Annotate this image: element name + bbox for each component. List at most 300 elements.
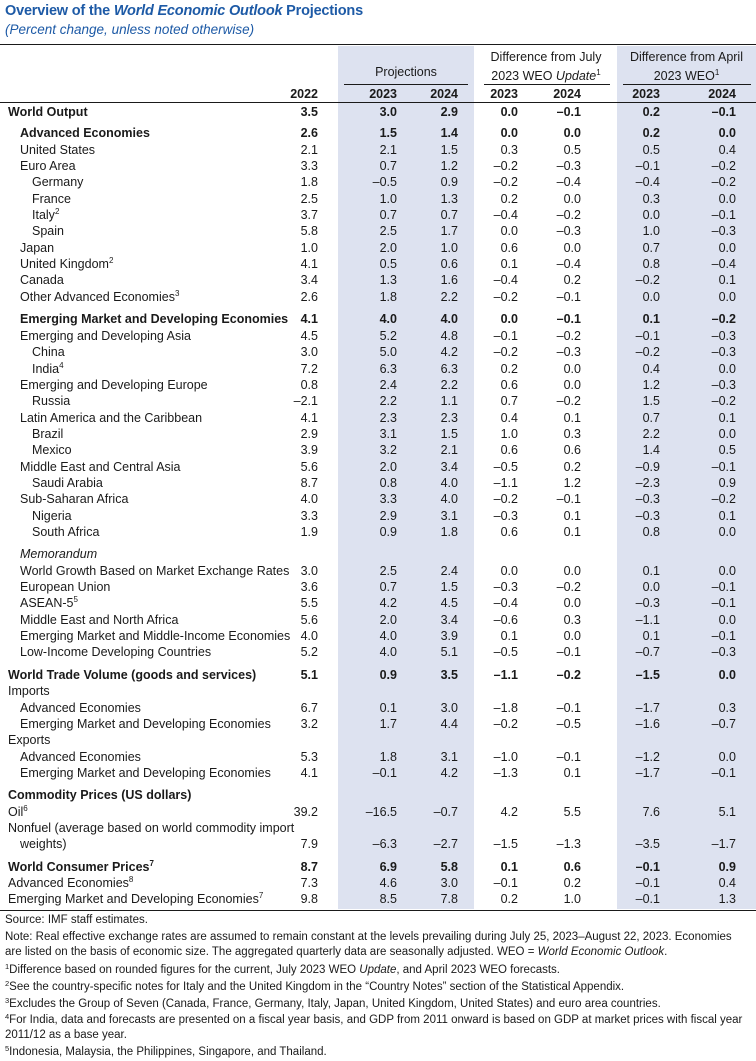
row-value: 0.1: [642, 564, 660, 578]
row-label: Latin America and the Caribbean: [20, 411, 203, 425]
row-value: 0.3: [718, 701, 736, 715]
row-value: –0.4: [635, 175, 660, 189]
row-value: 0.0: [500, 564, 518, 578]
row-value: 0.0: [718, 241, 736, 255]
row-label: Memorandum: [20, 547, 98, 561]
row-label: World Trade Volume (goods and services): [8, 668, 257, 682]
row-value: –0.1: [635, 329, 660, 343]
row-value: 1.0: [300, 241, 318, 255]
row-value: 2.3: [440, 411, 458, 425]
row-value: –0.4: [556, 257, 581, 271]
row-label: World Output: [8, 105, 88, 119]
table-row: [0, 563, 756, 579]
row-value: 4.2: [440, 345, 458, 359]
row-value: 0.0: [500, 312, 518, 326]
row-value: 3.0: [379, 105, 397, 119]
row-value: 4.0: [440, 492, 458, 506]
row-value: –0.2: [711, 492, 736, 506]
row-value: 4.1: [300, 257, 318, 271]
row-label: Advanced Economies: [20, 750, 141, 764]
table-row: [0, 191, 756, 207]
row-value: 2.0: [379, 460, 397, 474]
table-row: [0, 377, 756, 393]
row-value: 5.0: [379, 345, 397, 359]
row-value: –0.2: [556, 329, 581, 343]
row-value: 2.9: [440, 105, 458, 119]
row-value: –0.1: [711, 105, 736, 119]
row-value: 0.7: [642, 411, 660, 425]
row-value: 0.0: [718, 362, 736, 376]
row-value: 4.1: [300, 766, 318, 780]
header-bottom-rule: [0, 102, 756, 103]
row-value: –0.1: [711, 460, 736, 474]
row-value: 0.0: [718, 668, 736, 682]
table-row: [0, 393, 756, 409]
row-value: 0.0: [718, 290, 736, 304]
row-value: –0.1: [493, 876, 518, 890]
row-value: 4.4: [440, 717, 458, 731]
row-value: 0.7: [642, 241, 660, 255]
table-row: [0, 240, 756, 256]
row-value: –1.7: [711, 837, 736, 851]
row-value: –0.1: [635, 876, 660, 890]
footnote-3: $^3$Excludes the Group of Seven (Canada, France, Germany, Italy, Japan, United Kingdom, United States) and euro area countries.: [5, 996, 661, 1010]
row-value: 5.8: [440, 860, 458, 874]
row-value: 1.0: [563, 892, 581, 906]
row-value: –0.2: [493, 345, 518, 359]
row-value: –0.6: [493, 613, 518, 627]
row-value: –0.2: [635, 345, 660, 359]
row-label: Mexico: [32, 443, 72, 457]
row-value: 2.4: [379, 378, 397, 392]
row-value: 2.0: [379, 241, 397, 255]
row-value: 0.2: [563, 460, 581, 474]
row-value: 4.0: [300, 492, 318, 506]
row-value: –1.8: [493, 701, 518, 715]
row-value: 0.8: [300, 378, 318, 392]
row-value: 2.2: [379, 394, 397, 408]
row-value: 2.5: [300, 192, 318, 206]
row-value: –0.9: [635, 460, 660, 474]
table-row: [0, 125, 756, 141]
row-value: 1.1: [440, 394, 458, 408]
table-row: [0, 311, 756, 327]
row-value: 5.2: [300, 645, 318, 659]
row-label: Italy$^2$: [32, 207, 60, 222]
table-row: [0, 158, 756, 174]
row-value: 4.5: [440, 596, 458, 610]
row-label: Emerging Market and Developing Economies: [20, 766, 271, 780]
row-label: India$^4$: [32, 361, 64, 376]
row-value: –0.1: [372, 766, 397, 780]
row-value: 0.2: [500, 362, 518, 376]
row-value: –0.2: [493, 717, 518, 731]
row-value: 0.0: [718, 613, 736, 627]
row-value: 0.3: [563, 613, 581, 627]
row-value: 2.1: [300, 143, 318, 157]
row-value: 0.8: [379, 476, 397, 490]
row-value: –0.4: [493, 208, 518, 222]
row-label: Advanced Economies: [20, 701, 141, 715]
row-value: –0.5: [493, 645, 518, 659]
row-value: 0.5: [563, 143, 581, 157]
row-value: 0.0: [563, 192, 581, 206]
row-value: 0.2: [563, 876, 581, 890]
year-header: 2023: [632, 87, 660, 101]
row-value: 0.6: [500, 443, 518, 457]
row-value: 1.7: [440, 224, 458, 238]
header-underline-projections: [344, 84, 468, 85]
table-row: [0, 524, 756, 540]
row-value: 3.0: [440, 701, 458, 715]
row-value: –0.1: [556, 492, 581, 506]
row-value: –0.3: [493, 509, 518, 523]
table-row: [0, 223, 756, 239]
row-label: Japan: [20, 241, 55, 255]
row-value: 0.0: [718, 564, 736, 578]
row-value: 0.1: [718, 411, 736, 425]
header-underline-july: [484, 84, 610, 85]
row-value: 1.2: [563, 476, 581, 490]
row-value: 3.6: [300, 580, 318, 594]
row-value: 4.0: [379, 629, 397, 643]
row-value: 3.1: [440, 750, 458, 764]
row-value: 5.1: [300, 668, 318, 682]
row-value: –0.1: [635, 892, 660, 906]
row-value: 6.3: [440, 362, 458, 376]
row-value: 3.4: [440, 460, 458, 474]
row-value: 4.0: [379, 645, 397, 659]
row-value: 0.7: [379, 208, 397, 222]
row-value: 0.6: [563, 860, 581, 874]
row-value: –1.1: [493, 668, 518, 682]
year-header: 2024: [430, 87, 458, 101]
row-value: 7.3: [300, 876, 318, 890]
row-value: 3.0: [300, 345, 318, 359]
row-value: 0.0: [718, 750, 736, 764]
row-label: Nonfuel (average based on world commodity import: [8, 821, 295, 835]
row-value: 7.2: [300, 362, 318, 376]
row-value: –0.5: [556, 717, 581, 731]
row-value: 0.4: [642, 362, 660, 376]
row-value: –1.3: [493, 766, 518, 780]
footnote-5: $^5$Indonesia, Malaysia, the Philippines, Singapore, and Thailand.: [5, 1044, 327, 1058]
row-value: 1.5: [379, 126, 397, 140]
row-value: 0.7: [440, 208, 458, 222]
table-row: [0, 787, 756, 803]
row-value: 2.0: [379, 613, 397, 627]
row-value: 0.6: [440, 257, 458, 271]
table-row: [0, 361, 756, 377]
row-label: United Kingdom$^2$: [20, 256, 114, 271]
row-value: –1.5: [635, 668, 660, 682]
table-row: [0, 207, 756, 223]
row-value: 0.4: [718, 876, 736, 890]
row-value: 0.3: [563, 427, 581, 441]
row-value: –0.2: [556, 394, 581, 408]
row-value: 0.2: [500, 192, 518, 206]
table-row: [0, 749, 756, 765]
row-value: –1.7: [635, 766, 660, 780]
row-label: France: [32, 192, 71, 206]
row-label: Imports: [8, 684, 50, 698]
row-value: 0.5: [718, 443, 736, 457]
row-value: 0.9: [379, 668, 397, 682]
table-row: [0, 142, 756, 158]
row-value: –0.7: [433, 805, 458, 819]
table-row: [0, 426, 756, 442]
row-value: –0.1: [493, 329, 518, 343]
row-value: 0.0: [718, 126, 736, 140]
row-label: Emerging and Developing Asia: [20, 329, 191, 343]
row-value: 1.2: [642, 378, 660, 392]
row-value: –1.3: [556, 837, 581, 851]
row-value: 1.9: [300, 525, 318, 539]
row-value: –1.2: [635, 750, 660, 764]
table-row: [0, 491, 756, 507]
table-row: [0, 612, 756, 628]
row-value: –0.3: [493, 580, 518, 594]
row-label: Sub-Saharan Africa: [20, 492, 129, 506]
row-value: –0.5: [372, 175, 397, 189]
row-value: 0.9: [718, 860, 736, 874]
row-value: 3.2: [300, 717, 318, 731]
header-diff-july: Difference from July 2023 WEO Update$^1$: [490, 50, 602, 84]
table-row: [0, 546, 756, 562]
year-header-row: [0, 86, 756, 102]
row-value: –0.1: [556, 290, 581, 304]
row-label: South Africa: [32, 525, 100, 539]
row-value: 8.5: [379, 892, 397, 906]
row-value: 0.6: [500, 241, 518, 255]
table-title: Overview of the World Economic Outlook Projections: [5, 3, 363, 19]
table-row: [0, 891, 756, 907]
row-value: –0.3: [711, 378, 736, 392]
row-value: 7.8: [440, 892, 458, 906]
row-value: 0.3: [500, 143, 518, 157]
table-row: [0, 804, 756, 820]
row-label: Emerging Market and Middle-Income Economies: [20, 629, 291, 643]
row-value: 5.6: [300, 613, 318, 627]
row-value: –0.2: [493, 175, 518, 189]
row-value: –0.1: [556, 645, 581, 659]
row-value: –0.1: [711, 629, 736, 643]
row-value: 0.6: [500, 525, 518, 539]
row-value: 4.1: [300, 312, 318, 326]
row-value: 1.8: [300, 175, 318, 189]
row-value: 0.0: [563, 629, 581, 643]
table-row: [0, 289, 756, 305]
row-value: 0.0: [500, 224, 518, 238]
row-value: 3.3: [379, 492, 397, 506]
row-value: –0.2: [556, 208, 581, 222]
row-value: 4.2: [440, 766, 458, 780]
row-value: 2.1: [440, 443, 458, 457]
row-value: 0.2: [642, 105, 660, 119]
row-value: 1.5: [440, 427, 458, 441]
row-value: 2.6: [300, 290, 318, 304]
row-value: 0.0: [563, 596, 581, 610]
row-value: 5.1: [718, 805, 736, 819]
row-value: 5.3: [300, 750, 318, 764]
footnote-1: $^1$Difference based on rounded figures for the current, July 2023 WEO Update, and April 2023 WEO forecasts.: [5, 962, 560, 976]
row-label: United States: [20, 143, 96, 157]
row-value: –1.0: [493, 750, 518, 764]
row-value: 3.1: [440, 509, 458, 523]
row-value: 1.0: [440, 241, 458, 255]
row-label: Commodity Prices (US dollars): [8, 788, 192, 802]
row-value: –0.2: [493, 159, 518, 173]
row-value: –0.5: [493, 460, 518, 474]
row-label: Advanced Economies: [20, 126, 150, 140]
row-value: –0.4: [711, 257, 736, 271]
row-value: 39.2: [293, 805, 318, 819]
year-header: 2022: [290, 87, 318, 101]
row-label: World Growth Based on Market Exchange Rates: [20, 564, 290, 578]
row-value: –0.1: [711, 596, 736, 610]
table-row: [0, 442, 756, 458]
row-value: –2.1: [293, 394, 318, 408]
row-label: World Consumer Prices$^7$: [8, 859, 154, 874]
row-label: Exports: [8, 733, 51, 747]
row-value: 6.3: [379, 362, 397, 376]
row-value: 0.0: [642, 580, 660, 594]
note-source: Source: IMF staff estimates.: [5, 914, 148, 926]
table-subtitle: (Percent change, unless noted otherwise): [5, 22, 255, 37]
row-value: –6.3: [372, 837, 397, 851]
row-value: 5.8: [300, 224, 318, 238]
row-label: Saudi Arabia: [32, 476, 103, 490]
table-row: [0, 475, 756, 491]
row-value: –0.1: [556, 105, 581, 119]
row-value: –0.2: [711, 312, 736, 326]
row-value: –0.4: [493, 273, 518, 287]
row-value: 1.5: [440, 143, 458, 157]
row-label: Nigeria: [32, 509, 72, 523]
row-value: 8.7: [300, 860, 318, 874]
row-value: 0.0: [563, 126, 581, 140]
row-value: –0.1: [711, 208, 736, 222]
row-value: –0.2: [493, 492, 518, 506]
row-value: 0.0: [642, 208, 660, 222]
row-value: 0.0: [563, 241, 581, 255]
row-value: –1.7: [635, 701, 660, 715]
row-value: 0.1: [379, 701, 397, 715]
row-label: Low-Income Developing Countries: [20, 645, 212, 659]
row-value: 0.7: [379, 159, 397, 173]
row-label: Middle East and Central Asia: [20, 460, 181, 474]
row-label: Germany: [32, 175, 84, 189]
row-value: 3.4: [300, 273, 318, 287]
row-value: –0.7: [711, 717, 736, 731]
row-value: 1.3: [718, 892, 736, 906]
row-value: 9.8: [300, 892, 318, 906]
row-value: 0.5: [642, 143, 660, 157]
table-row: [0, 644, 756, 660]
row-value: 2.2: [440, 378, 458, 392]
row-value: 4.2: [500, 805, 518, 819]
row-value: 2.1: [379, 143, 397, 157]
row-value: 5.6: [300, 460, 318, 474]
row-value: 4.0: [300, 629, 318, 643]
row-value: 5.5: [300, 596, 318, 610]
row-value: –1.1: [635, 613, 660, 627]
row-value: 2.6: [300, 126, 318, 140]
row-value: 3.5: [440, 668, 458, 682]
row-value: –0.1: [635, 159, 660, 173]
row-value: 0.0: [718, 427, 736, 441]
bottom-rule: [0, 910, 756, 911]
row-value: 0.5: [379, 257, 397, 271]
row-label: Brazil: [32, 427, 64, 441]
row-value: 0.1: [500, 257, 518, 271]
row-value: 0.9: [379, 525, 397, 539]
row-label: Canada: [20, 273, 64, 287]
row-value: 0.0: [563, 378, 581, 392]
row-value: 0.8: [642, 257, 660, 271]
year-header: 2024: [708, 87, 736, 101]
row-value: –0.4: [556, 175, 581, 189]
row-value: –0.2: [711, 175, 736, 189]
top-rule: [0, 44, 756, 45]
row-value: 0.7: [500, 394, 518, 408]
row-value: –0.4: [493, 596, 518, 610]
row-value: 3.5: [300, 105, 318, 119]
row-value: –0.2: [556, 580, 581, 594]
row-value: –16.5: [365, 805, 397, 819]
row-value: 0.1: [500, 860, 518, 874]
header-underline-april: [623, 84, 751, 85]
table-row: [0, 683, 756, 699]
table-row: [0, 410, 756, 426]
row-value: –0.1: [711, 580, 736, 594]
row-value: 0.9: [440, 175, 458, 189]
row-label: Emerging Market and Developing Economies$^7$: [8, 891, 264, 906]
row-value: 0.0: [500, 105, 518, 119]
row-value: 0.6: [563, 443, 581, 457]
table-row: [0, 508, 756, 524]
row-value: 0.1: [718, 509, 736, 523]
row-value: 5.2: [379, 329, 397, 343]
row-label: Middle East and North Africa: [20, 613, 179, 627]
row-value: 0.1: [563, 525, 581, 539]
footnote-2: $^2$See the country-specific notes for Italy and the United Kingdom in the “Country Notes” section of the Statistical Appendix.: [5, 979, 625, 993]
row-value: –0.3: [556, 159, 581, 173]
row-value: 0.0: [563, 362, 581, 376]
row-label: ASEAN-$5^5$: [20, 595, 78, 610]
row-value: 3.1: [379, 427, 397, 441]
table-row: [0, 579, 756, 595]
year-header: 2024: [553, 87, 581, 101]
row-value: 3.9: [300, 443, 318, 457]
row-value: –0.3: [635, 492, 660, 506]
row-value: 5.5: [563, 805, 581, 819]
table-row: [0, 174, 756, 190]
row-value: –1.1: [493, 476, 518, 490]
row-value: 3.0: [300, 564, 318, 578]
row-value: 0.2: [500, 892, 518, 906]
row-value: 4.5: [300, 329, 318, 343]
row-value: –0.1: [556, 750, 581, 764]
row-value: 1.4: [440, 126, 458, 140]
year-header: 2023: [490, 87, 518, 101]
row-value: –0.3: [635, 596, 660, 610]
row-label: Advanced Economies$^8$: [8, 875, 134, 890]
year-header: 2023: [369, 87, 397, 101]
row-value: 4.6: [379, 876, 397, 890]
row-value: 0.6: [500, 378, 518, 392]
row-value: 1.5: [440, 580, 458, 594]
